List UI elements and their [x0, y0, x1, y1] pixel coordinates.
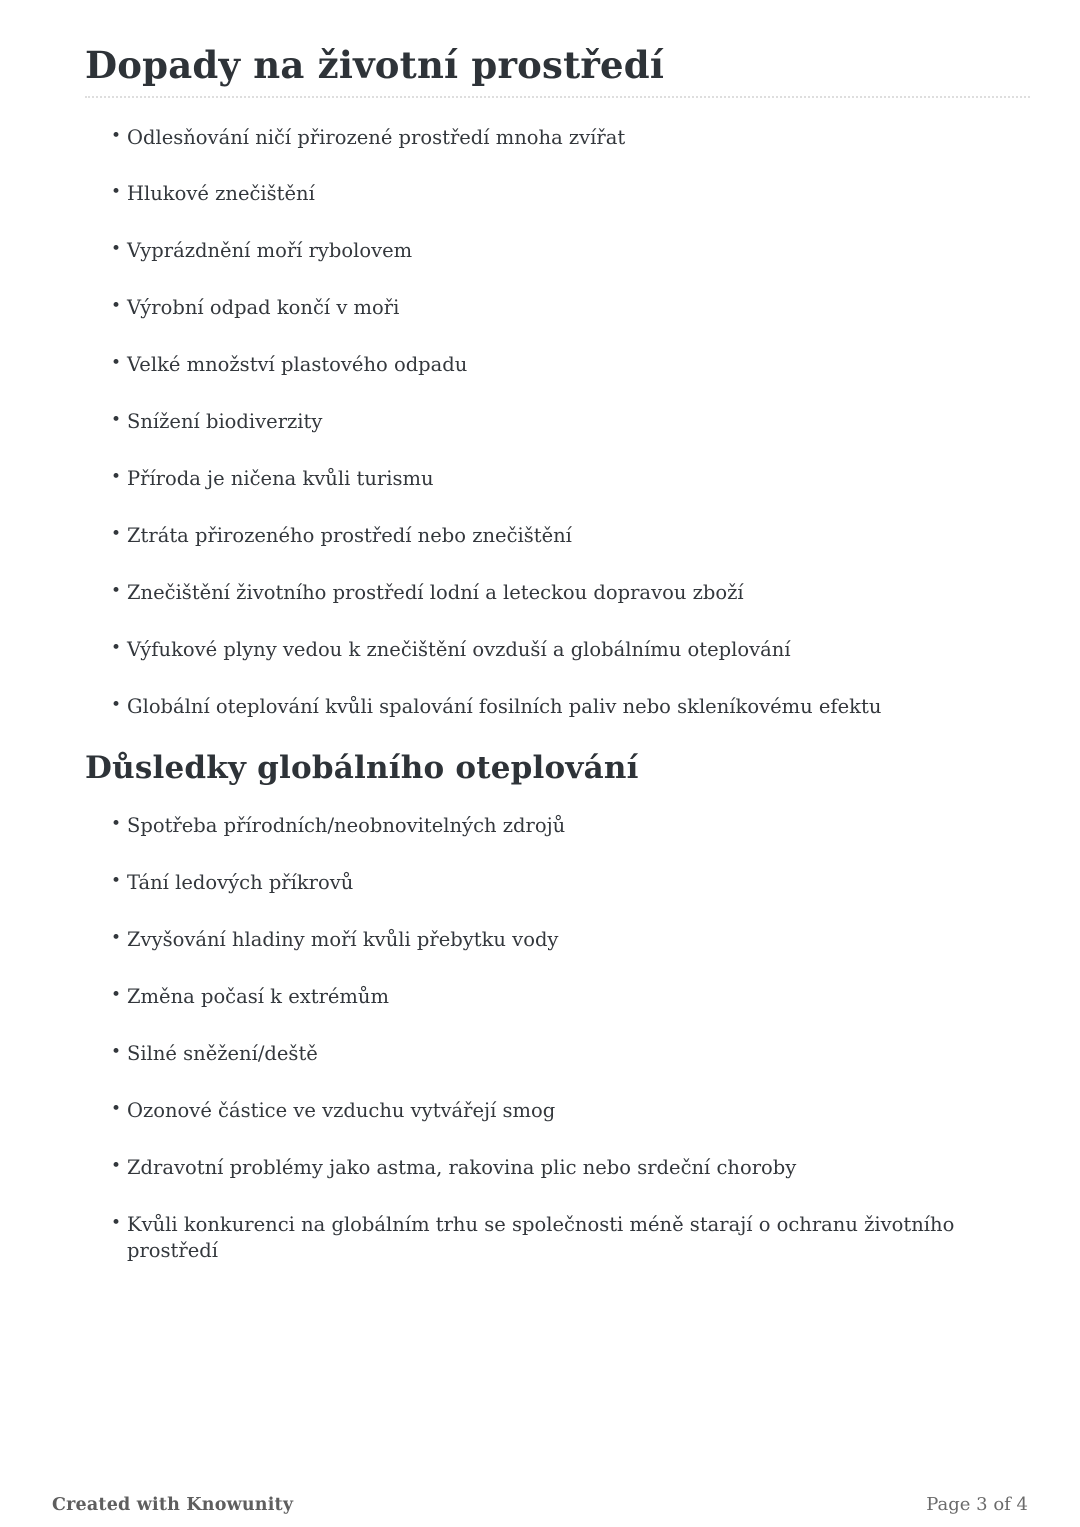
list-item: • Velké množství plastového odpadu [127, 352, 965, 379]
bullet-list-environment [85, 125, 1030, 721]
list-item: • Zvyšování hladiny moří kvůli přebytku vody [127, 927, 965, 954]
section-subtitle: Důsledky globálního oteplování [85, 749, 639, 786]
list-item: • Ztráta přirozeného prostředí nebo znečištění [127, 523, 965, 550]
list-item: • Hlukové znečištění [127, 181, 965, 208]
section-global-warming-consequences [85, 751, 1030, 1266]
title-divider [85, 96, 1030, 98]
list-item: • Silné sněžení/deště [127, 1041, 965, 1068]
list-item: • Změna počasí k extrémům [127, 984, 965, 1011]
list-item: • Kvůli konkurenci na globálním trhu se společnosti méně starají o ochranu životního prostředí [127, 1212, 965, 1266]
section-environment-impacts [85, 44, 1030, 721]
page-title: Dopady na životní prostředí [85, 43, 665, 87]
list-item: • Snížení biodiverzity [127, 409, 965, 436]
list-item: • Výfukové plyny vedou k znečištění ovzduší a globálnímu oteplování [127, 637, 965, 664]
list-item: • Ozonové částice ve vzduchu vytvářejí smog [127, 1098, 965, 1125]
bullet-list-consequences [85, 813, 1030, 1265]
page-number: Page 3 of 4 [926, 1494, 1028, 1515]
list-item: • Tání ledových příkrovů [127, 870, 965, 897]
page-footer [52, 1494, 1028, 1515]
list-item: • Výrobní odpad končí v moři [127, 295, 965, 322]
list-item: • Příroda je ničena kvůli turismu [127, 466, 965, 493]
list-item: • Globální oteplování kvůli spalování fosilních paliv nebo skleníkovému efektu [127, 694, 965, 721]
list-item: • Odlesňování ničí přirozené prostředí mnoha zvířat [127, 125, 965, 152]
list-item: • Spotřeba přírodních/neobnovitelných zdrojů [127, 813, 965, 840]
list-item: • Zdravotní problémy jako astma, rakovina plic nebo srdeční choroby [127, 1155, 965, 1182]
list-item: • Vyprázdnění moří rybolovem [127, 238, 965, 265]
footer-credit: Created with Knowunity [52, 1495, 294, 1515]
list-item: • Znečištění životního prostředí lodní a leteckou dopravou zboží [127, 580, 965, 607]
